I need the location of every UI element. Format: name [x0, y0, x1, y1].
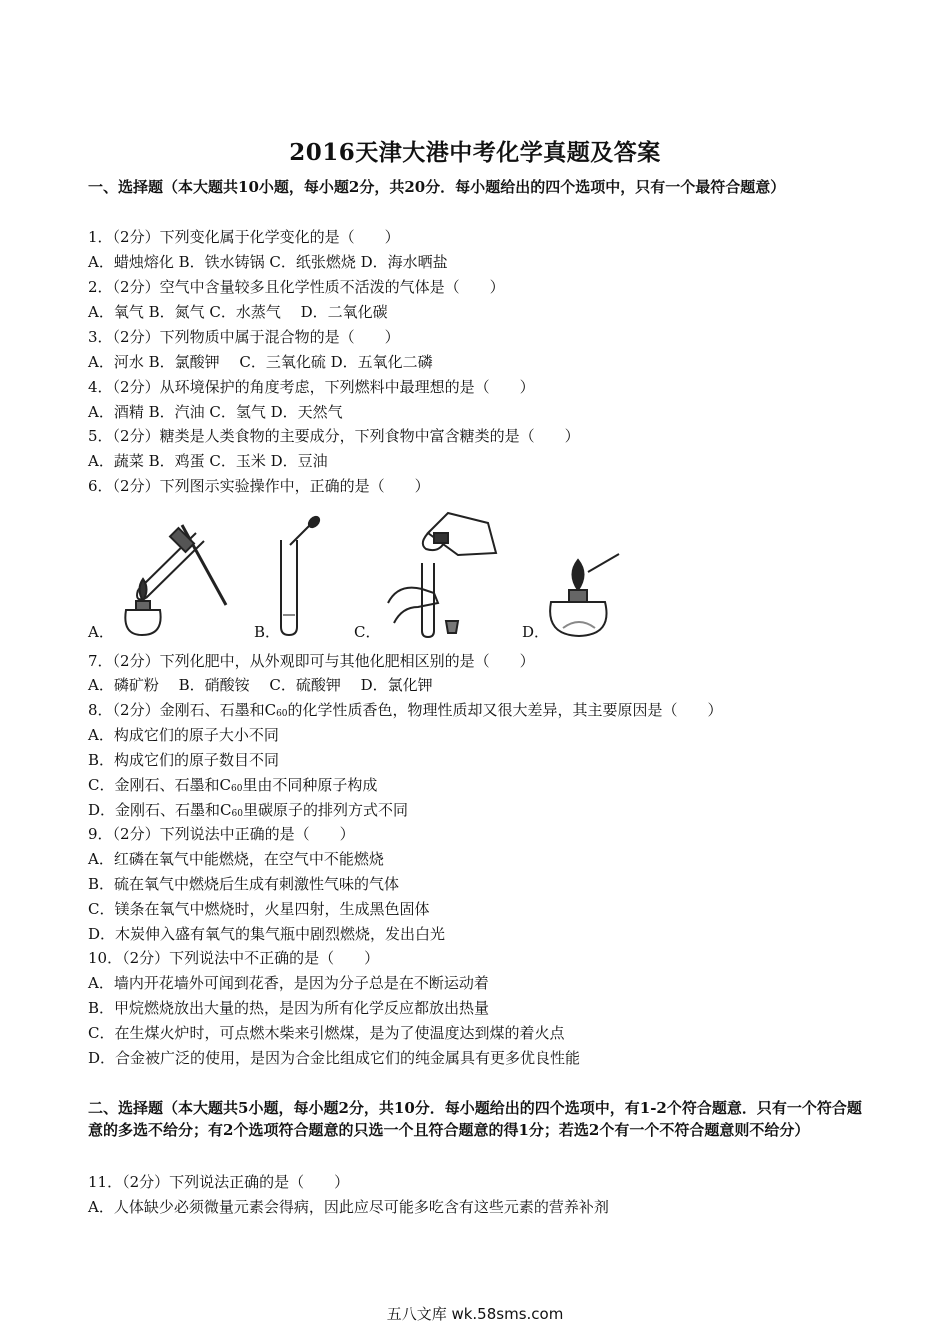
- question-3: 3．（2分）下列物质中属于混合物的是（ ）: [88, 328, 400, 346]
- question-9-option-b: B．硫在氧气中燃烧后生成有刺激性气味的气体: [88, 875, 400, 893]
- question-1-options: A．蜡烛熔化 B．铁水铸锅 C．纸张燃烧 D．海水晒盐: [88, 253, 448, 271]
- figure-d-label: D．: [522, 623, 550, 641]
- question-11-option-a: A．人体缺少必须微量元素会得病，因此应尽可能多吃含有这些元素的营养补剂: [88, 1198, 609, 1216]
- dropper-test-tube-figure: [276, 515, 326, 637]
- figure-b-label: B．: [254, 623, 281, 641]
- question-10-option-b: B．甲烷燃烧放出大量的热，是因为所有化学反应都放出热量: [88, 999, 490, 1017]
- question-8-option-a: A．构成它们的原子大小不同: [88, 726, 279, 744]
- question-9-option-d: D．木炭伸入盛有氧气的集气瓶中剧烈燃烧，发出白光: [88, 925, 446, 943]
- question-4-options: A．酒精 B．汽油 C．氢气 D．天然气: [88, 403, 343, 421]
- figure-a-label: A．: [88, 623, 114, 641]
- question-5: 5．（2分）糖类是人类食物的主要成分，下列食物中富含糖类的是（ ）: [88, 427, 580, 445]
- question-11: 11．（2分）下列说法正确的是（ ）: [88, 1173, 350, 1191]
- question-10-option-d: D．合金被广泛的使用，是因为合金比组成它们的纯金属具有更多优良性能: [88, 1049, 581, 1067]
- question-8: 8．（2分）金刚石、石墨和$C_{60}$的化学性质香色，物理性质却又很大差异，其主要原因是（ ）: [88, 701, 723, 719]
- question-2-options: A．氧气 B．氮气 C．水蒸气 D．二氧化碳: [88, 303, 388, 321]
- lighting-alcohol-lamp-figure: [543, 540, 623, 640]
- page-title: 2016天津大港中考化学真题及答案: [289, 139, 661, 166]
- question-8-option-c: C．金刚石、石墨和$C_{60}$里由不同种原子构成: [88, 776, 378, 794]
- question-8-option-b: B．构成它们的原子数目不同: [88, 751, 280, 769]
- question-3-options: A．河水 B．氯酸钾 C．三氧化硫 D．五氧化二磷: [88, 353, 433, 371]
- question-10: 10．（2分）下列说法中不正确的是（ ）: [88, 949, 380, 967]
- question-9-option-c: C．镁条在氧气中燃烧时，火星四射，生成黑色固体: [88, 900, 430, 918]
- question-9-option-a: A．红磷在氧气中能燃烧，在空气中不能燃烧: [88, 850, 384, 868]
- question-5-options: A．蔬菜 B．鸡蛋 C．玉米 D．豆油: [88, 452, 328, 470]
- question-9: 9．（2分）下列说法中正确的是（ ）: [88, 825, 355, 843]
- page-footer: 五八文库 wk.58sms.com: [386, 1305, 564, 1323]
- question-7: 7．（2分）下列化肥中，从外观即可与其他化肥相区别的是（ ）: [88, 652, 535, 670]
- question-4: 4．（2分）从环境保护的角度考虑，下列燃料中最理想的是（ ）: [88, 378, 535, 396]
- question-6: 6．（2分）下列图示实验操作中，正确的是（ ）: [88, 477, 430, 495]
- question-10-option-c: C．在生煤火炉时，可点燃木柴来引燃煤，是为了使温度达到煤的着火点: [88, 1024, 565, 1042]
- question-8-option-d: D．金刚石、石墨和$C_{60}$里碳原子的排列方式不同: [88, 801, 408, 819]
- question-6-figures: [88, 515, 648, 645]
- question-1: 1．（2分）下列变化属于化学变化的是（ ）: [88, 228, 400, 246]
- figure-c-label: C．: [354, 623, 381, 641]
- question-10-option-a: A．墙内开花墙外可闻到花香，是因为分子总是在不断运动着: [88, 974, 489, 992]
- question-2: 2．（2分）空气中含量较多且化学性质不活泼的气体是（ ）: [88, 278, 505, 296]
- question-7-options: A．磷矿粉 B．硝酸铵 C．硫酸钾 D．氯化钾: [88, 676, 433, 694]
- heating-test-tube-figure: [112, 515, 232, 637]
- section-2-heading: 二、选择题（本大题共5小题，每小题2分，共10分．每小题给出的四个选项中，有1-2个符合题意．只有一个符合题意的多选不给分；有2个选项符合题意的只选一个且符合题意的得1分；若选2个有一个不符合题意则不给分）: [88, 1099, 862, 1139]
- section-1-heading: 一、选择题（本大题共10小题，每小题2分，共20分．每小题给出的四个选项中，只有一个最符合题意）: [88, 178, 786, 196]
- pouring-liquid-figure: [378, 503, 508, 639]
